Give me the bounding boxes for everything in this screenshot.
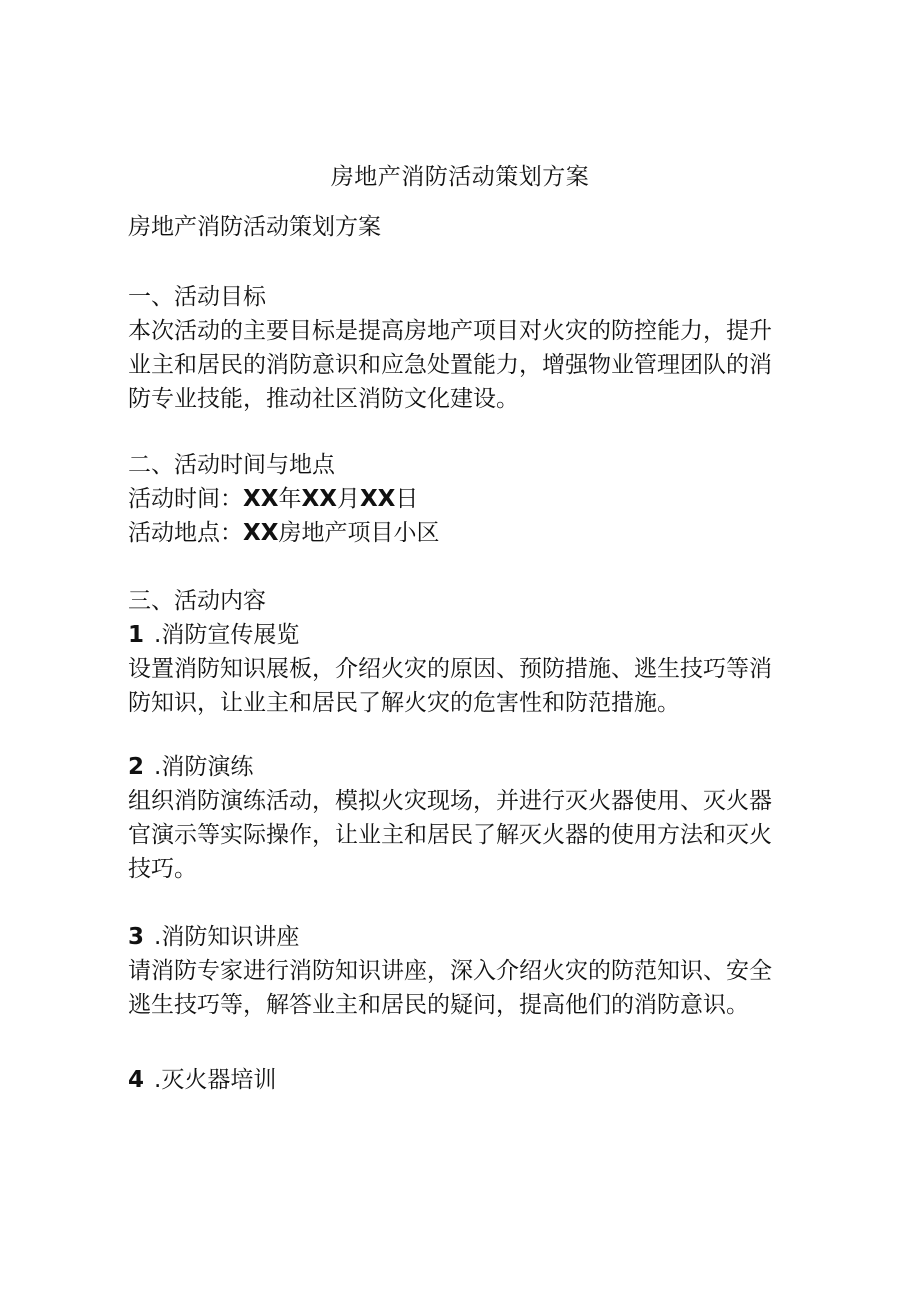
activity-place-line bbox=[128, 516, 788, 550]
item-dot: . bbox=[154, 924, 162, 950]
document-title: 房地产消防活动策划方案 bbox=[330, 164, 590, 190]
paragraph-line: 本次活动的主要目标是提高房地产项目对火灾的防控能力，提升 bbox=[128, 318, 772, 344]
document-subtitle bbox=[128, 210, 788, 244]
paragraph-line: 组织消防演练活动，模拟火灾现场，并进行灭火器使用、灭火器 bbox=[128, 788, 772, 814]
place-label: 活动地点： bbox=[128, 520, 243, 546]
item-title: 消防知识讲座 bbox=[161, 924, 300, 950]
item-number: 3 bbox=[128, 924, 145, 950]
time-day-char: 日 bbox=[395, 486, 419, 512]
item-heading-2 bbox=[128, 750, 788, 784]
time-placeholder-year: XX bbox=[243, 486, 279, 512]
section-heading: 一、活动目标 bbox=[128, 284, 266, 310]
paragraph-line: 技巧。 bbox=[128, 856, 197, 882]
time-placeholder-month: XX bbox=[301, 486, 337, 512]
paragraph-line: 官演示等实际操作，让业主和居民了解灭火器的使用方法和灭火 bbox=[128, 822, 772, 848]
item-title: 消防宣传展览 bbox=[161, 622, 300, 648]
item-heading-1 bbox=[128, 618, 788, 652]
paragraph-line: 防知识，让业主和居民了解火灾的危害性和防范措施。 bbox=[128, 690, 680, 716]
section-time-place bbox=[128, 448, 788, 550]
item-number: 1 bbox=[128, 622, 145, 648]
item-dot: . bbox=[154, 622, 162, 648]
item-dot: . bbox=[154, 754, 162, 780]
paragraph-line: 防专业技能，推动社区消防文化建设。 bbox=[128, 386, 519, 412]
item-block-4 bbox=[128, 1063, 788, 1097]
time-month-char: 月 bbox=[336, 486, 360, 512]
paragraph-line: 请消防专家进行消防知识讲座，深入介绍火灾的防范知识、安全 bbox=[128, 958, 772, 984]
activity-time-line bbox=[128, 482, 788, 516]
time-placeholder-day: XX bbox=[359, 486, 396, 512]
section-activity-content bbox=[128, 584, 788, 720]
item-block-2 bbox=[128, 750, 788, 886]
item-number: 4 bbox=[128, 1067, 145, 1093]
subtitle-text: 房地产消防活动策划方案 bbox=[128, 214, 381, 240]
time-year-char: 年 bbox=[278, 486, 302, 512]
place-placeholder: XX bbox=[243, 520, 279, 546]
section-heading: 三、活动内容 bbox=[128, 588, 266, 614]
item-heading-4 bbox=[128, 1063, 788, 1097]
place-name: 房地产项目小区 bbox=[278, 520, 440, 546]
time-label: 活动时间： bbox=[128, 486, 243, 512]
item-number: 2 bbox=[128, 754, 145, 780]
item-block-3 bbox=[128, 920, 788, 1022]
paragraph-line: 逃生技巧等，解答业主和居民的疑问，提高他们的消防意识。 bbox=[128, 992, 749, 1018]
section-heading: 二、活动时间与地点 bbox=[128, 452, 335, 478]
paragraph-line: 设置消防知识展板，介绍火灾的原因、预防措施、逃生技巧等消 bbox=[128, 656, 772, 682]
item-heading-3 bbox=[128, 920, 788, 954]
item-title: 消防演练 bbox=[161, 754, 254, 780]
item-dot: . bbox=[154, 1067, 162, 1093]
paragraph-line: 业主和居民的消防意识和应急处置能力，增强物业管理团队的消 bbox=[128, 352, 772, 378]
item-title: 灭火器培训 bbox=[161, 1067, 277, 1093]
section-activity-goal bbox=[128, 280, 788, 416]
